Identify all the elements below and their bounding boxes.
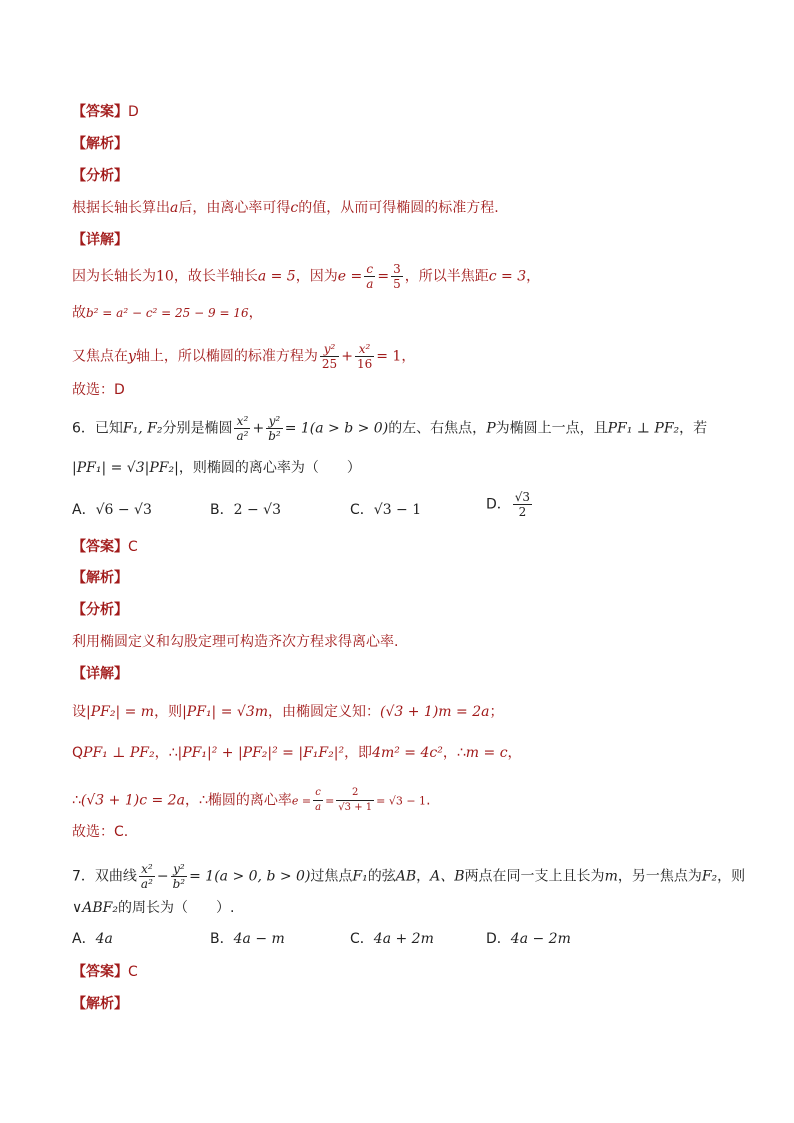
detail-line-1: 因为长轴长为10，故长半轴长a = 5，因为e = $\frac{c}{a}$ = $\frac{3}{5}$ ，所以半焦距c = 3， (72, 262, 541, 291)
question-7-stem: 7．双曲线 $\frac{\text{x²}}{\text{a²}}$ − $\frac{\text{y²}}{\text{b²}}$ = 1(a > 0, b > 0)过焦点F₁的弦AB，A、B两点在同一支上且长为m，另一焦点为F₂，则 (72, 862, 746, 891)
option-c-q7: C．4a + 2m (350, 931, 434, 947)
analysis-text-2: 利用椭圆定义和勾股定理可构造齐次方程求得离心率. (72, 634, 399, 650)
answer-label: 【答案】 (72, 104, 128, 120)
question-6-stem-2: |PF₁| = √3|PF₂|，则椭圆的离心率为（ ） (72, 460, 361, 476)
fraction-x2-over-16: $\frac{\text{x²}}{16}$ (356, 342, 373, 371)
fraction-2-over-sqrt3-plus-1: $\frac{2}{√3 + 1}$ (338, 787, 373, 813)
question-6-stem: 6．已知F₁, F₂分别是椭圆 $\frac{\text{x²}}{\text{a²}}$ + $\frac{\text{y²}}{\text{b²}}$ = 1(a > b > 0)的左、右焦点，P为椭圆上一点，且PF₁ ⊥ PF₂，若 (72, 414, 708, 443)
solution-line-2: QPF₁ ⊥ PF₂，∴|PF₁|² + |PF₂|² = |F₁F₂|²，即4m² = 4c²，∴m = c， (72, 745, 522, 761)
select-line-2: 故选：C. (72, 824, 129, 840)
xiangjie-heading: 【详解】 (72, 232, 128, 248)
option-a: A．√6 − √3 (72, 502, 152, 518)
solution-line-3: ∴(√3 + 1)c = 2a，∴椭圆的离心率e = $\frac{c}{a}$ = $\frac{2}{√3 + 1}$ = √3 − 1. (72, 787, 431, 813)
fraction-x2-over-a2: $\frac{\text{x²}}{\text{a²}}$ (236, 414, 249, 443)
answer-line-1 (72, 102, 734, 122)
option-a-q7: A．4a (72, 931, 113, 947)
answer-value: D (128, 104, 139, 120)
question-7-stem-2: ∨ABF₂的周长为（ ）. (72, 900, 235, 916)
option-b: B．2 − √3 (210, 502, 281, 518)
option-d: D． $\frac{√3}{2}$ (486, 490, 531, 519)
jiexi-heading-2: 【解析】 (72, 570, 128, 586)
jiexi-heading-3: 【解析】 (72, 996, 128, 1012)
detail-line-3: 又焦点在y轴上，所以椭圆的标准方程为 $\frac{\text{y²}}{25}$ + $\frac{\text{x²}}{16}$ = 1， (72, 342, 416, 371)
fraction-y2-over-b2: $\frac{\text{y²}}{\text{b²}}$ (268, 414, 281, 443)
fenxi-heading: 【分析】 (72, 168, 128, 184)
fraction-c-over-a: $\frac{c}{a}$ (366, 262, 374, 291)
fraction-c-over-a-2: $\frac{c}{a}$ (315, 787, 322, 813)
xiangjie-heading-2: 【详解】 (72, 666, 128, 682)
detail-line-2: 故b² = a² − c² = 25 − 9 = 16， (72, 305, 263, 321)
answer-line-3: 【答案】C (72, 964, 138, 980)
fenxi-heading-2: 【分析】 (72, 602, 128, 618)
fraction-y2-over-25: $\frac{\text{y²}}{25}$ (321, 342, 338, 371)
analysis-text-1: 根据长轴长算出a后，由离心率可得c的值，从而可得椭圆的标准方程. (72, 200, 499, 216)
option-c: C．√3 − 1 (350, 502, 422, 518)
fraction-3-over-5: $\frac{3}{5}$ (393, 262, 401, 291)
option-b-q7: B．4a − m (210, 931, 285, 947)
solution-line-1: 设|PF₂| = m，则|PF₁| = √3m，由椭圆定义知：(√3 + 1)m = 2a； (72, 704, 504, 720)
option-d-q7: D．4a − 2m (486, 931, 571, 947)
fraction-y2-over-b2-h: $\frac{\text{y²}}{\text{b²}}$ (172, 862, 186, 891)
select-line-1: 故选：D (72, 382, 125, 398)
jiexi-heading: 【解析】 (72, 136, 128, 152)
fraction-x2-over-a2-h: $\frac{\text{x²}}{\text{a²}}$ (140, 862, 153, 891)
answer-line-2: 【答案】C (72, 539, 138, 555)
